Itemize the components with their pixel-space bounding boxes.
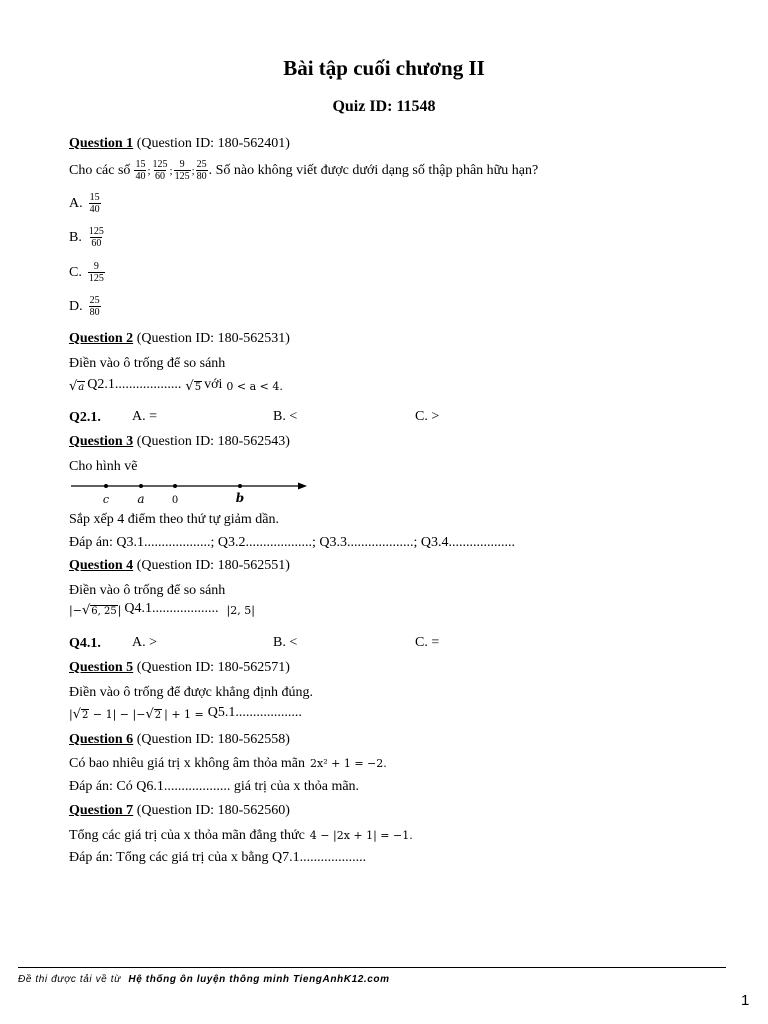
question-3-answer[interactable]: Đáp án: Q3.1...................; Q3.2...................; Q3.3...................; Q3.4................... xyxy=(69,535,516,550)
point-c xyxy=(104,484,108,488)
question-1-id: (Question ID: 180-562401) xyxy=(133,136,290,151)
question-4-prompt: Điền vào ô trống để so sánh xyxy=(69,583,226,598)
question-4-id: (Question ID: 180-562551) xyxy=(133,558,290,573)
option-fraction: $\frac{25}{80}$ xyxy=(89,295,100,318)
condition: 0 < a < 4. xyxy=(226,380,283,393)
question-4-label: Question 4 xyxy=(69,558,134,573)
equation: 4 − |2x + 1| = −1. xyxy=(309,829,413,842)
question-6-label: Question 6 xyxy=(69,732,134,747)
page-number: 1 xyxy=(741,992,750,1009)
separator: ; xyxy=(147,164,151,177)
answer-blank[interactable]: Q2.1................... xyxy=(87,377,182,392)
sqrt-6-25: √ 6, 25 xyxy=(81,603,117,618)
question-7-id: (Question ID: 180-562560) xyxy=(133,803,290,818)
question-2-header xyxy=(69,331,290,347)
question-2-id: (Question ID: 180-562531) xyxy=(133,331,290,346)
point-b xyxy=(238,484,242,488)
option-letter: C. xyxy=(69,264,82,280)
question-5-prompt: Điền vào ô trống để được khẳng định đúng. xyxy=(69,685,314,700)
question-5-header xyxy=(69,660,290,676)
equation: 2x² + 1 = −2. xyxy=(310,757,387,770)
option-fraction: $\frac{15}{40}$ xyxy=(89,192,100,215)
expr-part: | + 1 = xyxy=(164,708,204,721)
question-2-prompt: Điền vào ô trống để so sánh xyxy=(69,356,226,371)
question-1-label: Question 1 xyxy=(69,136,134,151)
abs-open: |− xyxy=(69,604,82,617)
sqrt-2: √ 2 xyxy=(72,707,89,722)
sqrt-a: √ a xyxy=(69,379,85,394)
number-line xyxy=(69,477,309,507)
question-3-header xyxy=(69,434,290,450)
option-letter: A. xyxy=(69,195,83,211)
footer xyxy=(18,974,390,985)
fraction: $\frac{15}{40}$ xyxy=(135,159,146,182)
option-greater[interactable]: A. > xyxy=(132,635,158,650)
expr-part: | xyxy=(69,708,73,721)
separator: ; xyxy=(169,164,173,177)
prompt-text: Có bao nhiêu giá trị x không âm thỏa mãn xyxy=(69,756,306,771)
question-6-answer[interactable]: Đáp án: Có Q6.1................... giá trị của x thỏa mãn. xyxy=(69,779,360,794)
option-less[interactable]: B. < xyxy=(273,635,298,650)
sub-question-label: Q2.1. xyxy=(69,410,101,425)
with-text: với xyxy=(204,377,223,392)
question-6-header xyxy=(69,732,290,748)
question-6-prompt xyxy=(69,756,387,772)
label-a: a xyxy=(137,492,145,506)
question-3-label: Question 3 xyxy=(69,434,134,449)
abs-close: | xyxy=(117,604,122,617)
fraction: $\frac{125}{60}$ xyxy=(152,159,168,182)
label-b: b xyxy=(235,491,245,505)
point-0 xyxy=(173,484,177,488)
question-5-expression xyxy=(69,705,302,721)
quiz-id: Quiz ID: 11548 xyxy=(332,98,436,115)
question-7-answer[interactable]: Đáp án: Tổng các giá trị của x bằng Q7.1................... xyxy=(69,850,367,865)
question-4-header xyxy=(69,558,290,574)
separator: ; xyxy=(191,164,195,177)
question-7-prompt xyxy=(69,828,413,844)
option-equal[interactable]: C. = xyxy=(415,635,440,650)
question-1-prompt xyxy=(69,159,538,182)
option-d[interactable] xyxy=(69,295,102,318)
question-5-id: (Question ID: 180-562571) xyxy=(133,660,290,675)
answer-blank[interactable]: Q5.1................... xyxy=(207,705,302,720)
option-equal[interactable]: A. = xyxy=(132,409,158,424)
page-title: Bài tập cuối chương II xyxy=(283,56,485,80)
footer-divider xyxy=(18,967,726,968)
question-1-header xyxy=(69,136,290,152)
option-a[interactable] xyxy=(69,192,102,215)
answer-blank[interactable]: Q4.1................... xyxy=(124,601,219,616)
prompt-text: Tổng các giá trị của x thỏa mãn đẳng thức xyxy=(69,828,305,843)
question-4-expression xyxy=(69,601,255,617)
fraction: $\frac{25}{80}$ xyxy=(196,159,207,182)
option-less[interactable]: B. < xyxy=(273,409,298,424)
label-c: c xyxy=(102,493,110,506)
expr-part: − 1| − |− xyxy=(89,708,146,721)
question-2-expression xyxy=(69,377,283,393)
question-7-header xyxy=(69,803,290,819)
option-letter: D. xyxy=(69,298,83,314)
sqrt-2: √ 2 xyxy=(145,707,162,722)
question-5-label: Question 5 xyxy=(69,660,134,675)
option-greater[interactable]: C. > xyxy=(415,409,440,424)
option-letter: B. xyxy=(69,229,82,245)
option-b[interactable] xyxy=(69,226,106,249)
arrow-head xyxy=(298,483,307,490)
sub-question-label: Q4.1. xyxy=(69,636,101,651)
question-3-id: (Question ID: 180-562543) xyxy=(133,434,290,449)
prompt-text: . Số nào không viết được dưới dạng số thập phân hữu hạn? xyxy=(208,162,539,178)
footer-prefix: Đề thi được tải về từ xyxy=(18,974,122,985)
question-2-label: Question 2 xyxy=(69,331,134,346)
footer-brand-link[interactable]: Hệ thống ôn luyện thông minh TiengAnhK12.com xyxy=(128,974,390,985)
option-fraction: $\frac{9}{125}$ xyxy=(88,261,104,284)
question-7-label: Question 7 xyxy=(69,803,134,818)
option-c[interactable] xyxy=(69,261,106,284)
option-fraction: $\frac{125}{60}$ xyxy=(88,226,104,249)
sqrt-5: √ 5 xyxy=(185,379,202,394)
point-a xyxy=(139,484,143,488)
fraction: $\frac{9}{125}$ xyxy=(174,159,190,182)
prompt-text: Cho các số xyxy=(69,162,131,178)
question-3-instruction: Sắp xếp 4 điểm theo thứ tự giảm dần. xyxy=(69,512,279,527)
label-0: 0 xyxy=(171,495,179,506)
question-6-id: (Question ID: 180-562558) xyxy=(133,732,290,747)
question-3-prompt: Cho hình vẽ xyxy=(69,459,138,474)
right-expression: |2, 5| xyxy=(226,604,255,617)
